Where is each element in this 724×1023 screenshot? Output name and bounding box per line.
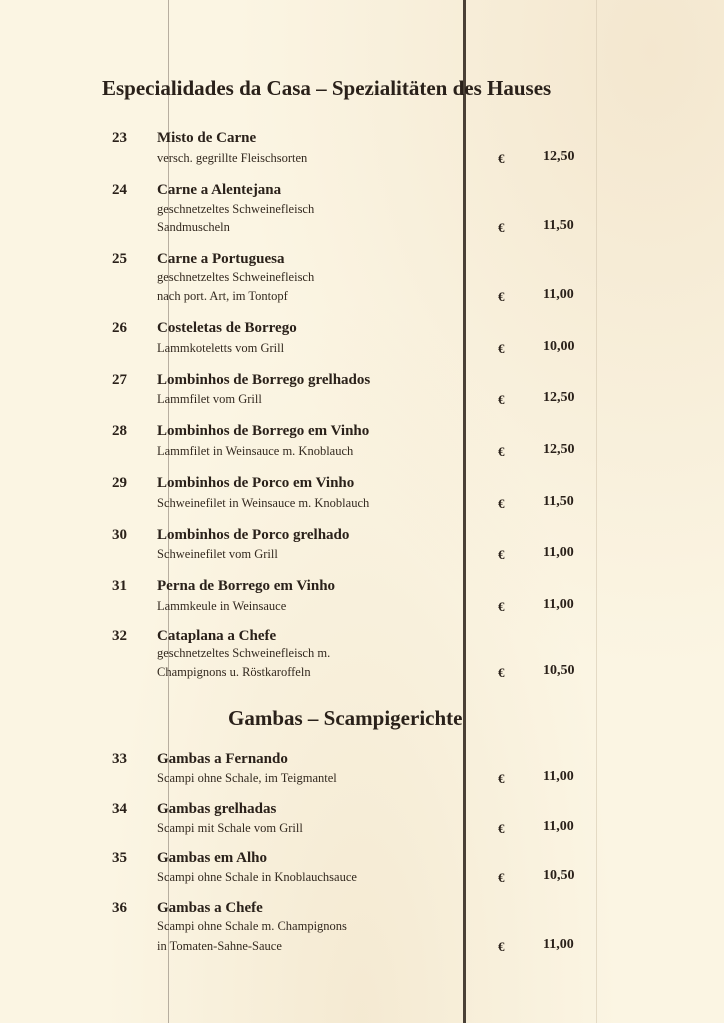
item-price: 10,50 bbox=[543, 663, 575, 678]
item-description: geschnetzeltes Schweinefleisch bbox=[157, 270, 315, 284]
item-name: Misto de Carne bbox=[157, 130, 257, 146]
item-name: Gambas grelhadas bbox=[157, 801, 277, 817]
item-name: Carne a Portuguesa bbox=[157, 251, 285, 267]
fold-line-right bbox=[596, 0, 597, 1023]
item-description: Lammfilet vom Grill bbox=[157, 392, 262, 406]
item-price: 11,50 bbox=[543, 218, 574, 233]
item-name: Gambas a Chefe bbox=[157, 900, 263, 916]
currency-symbol: € bbox=[498, 496, 505, 511]
item-name: Cataplana a Chefe bbox=[157, 628, 277, 644]
item-description: Scampi mit Schale vom Grill bbox=[157, 821, 303, 835]
item-price: 10,50 bbox=[543, 868, 575, 883]
item-name: Gambas a Fernando bbox=[157, 751, 288, 767]
item-price: 11,00 bbox=[543, 545, 574, 560]
currency-symbol: € bbox=[498, 939, 505, 954]
currency-symbol: € bbox=[498, 151, 505, 166]
item-name: Perna de Borrego em Vinho bbox=[157, 578, 336, 594]
item-price: 11,00 bbox=[543, 937, 574, 952]
item-description: Lammkoteletts vom Grill bbox=[157, 341, 285, 355]
item-price: 11,00 bbox=[543, 769, 574, 784]
item-number: 35 bbox=[112, 850, 127, 866]
item-description: Schweinefilet vom Grill bbox=[157, 547, 278, 561]
item-number: 27 bbox=[112, 372, 127, 388]
item-number: 34 bbox=[112, 801, 127, 817]
item-description: nach port. Art, im Tontopf bbox=[157, 289, 288, 303]
item-description: Scampi ohne Schale in Knoblauchsauce bbox=[157, 870, 357, 884]
fold-line-center bbox=[463, 0, 466, 1023]
item-name: Costeletas de Borrego bbox=[157, 320, 297, 336]
item-description: Sandmuscheln bbox=[157, 220, 230, 234]
item-description: Schweinefilet in Weinsauce m. Knoblauch bbox=[157, 496, 370, 510]
currency-symbol: € bbox=[498, 771, 505, 786]
item-number: 24 bbox=[112, 182, 127, 198]
item-price: 10,00 bbox=[543, 339, 575, 354]
item-number: 25 bbox=[112, 251, 127, 267]
item-price: 11,00 bbox=[543, 819, 574, 834]
item-name: Lombinhos de Borrego grelhados bbox=[157, 372, 371, 388]
currency-symbol: € bbox=[498, 547, 505, 562]
currency-symbol: € bbox=[498, 341, 505, 356]
item-number: 28 bbox=[112, 423, 127, 439]
item-price: 11,50 bbox=[543, 494, 574, 509]
item-number: 23 bbox=[112, 130, 127, 146]
item-number: 30 bbox=[112, 527, 127, 543]
item-name: Lombinhos de Porco em Vinho bbox=[157, 475, 355, 491]
item-price: 12,50 bbox=[543, 390, 575, 405]
item-description: Scampi ohne Schale, im Teigmantel bbox=[157, 771, 337, 785]
currency-symbol: € bbox=[498, 444, 505, 459]
section-heading-gambas: Gambas – Scampigerichte bbox=[228, 706, 463, 730]
item-name: Carne a Alentejana bbox=[157, 182, 282, 198]
item-number: 33 bbox=[112, 751, 127, 767]
item-price: 12,50 bbox=[543, 149, 575, 164]
currency-symbol: € bbox=[498, 220, 505, 235]
item-price: 11,00 bbox=[543, 597, 574, 612]
item-description: Lammfilet in Weinsauce m. Knoblauch bbox=[157, 444, 354, 458]
item-price: 12,50 bbox=[543, 442, 575, 457]
item-name: Gambas em Alho bbox=[157, 850, 268, 866]
currency-symbol: € bbox=[498, 599, 505, 614]
item-description: in Tomaten-Sahne-Sauce bbox=[157, 939, 282, 953]
item-number: 32 bbox=[112, 628, 127, 644]
item-number: 29 bbox=[112, 475, 127, 491]
item-description: Champignons u. Röstkaroffeln bbox=[157, 665, 311, 679]
currency-symbol: € bbox=[498, 392, 505, 407]
item-number: 31 bbox=[112, 578, 127, 594]
item-description: versch. gegrillte Fleischsorten bbox=[157, 151, 308, 165]
item-description: geschnetzeltes Schweinefleisch bbox=[157, 202, 315, 216]
item-description: geschnetzeltes Schweinefleisch m. bbox=[157, 646, 331, 660]
currency-symbol: € bbox=[498, 289, 505, 304]
currency-symbol: € bbox=[498, 821, 505, 836]
section-heading-specialties: Especialidades da Casa – Spezialitäten des Hauses bbox=[102, 76, 552, 100]
item-name: Lombinhos de Porco grelhado bbox=[157, 527, 350, 543]
item-price: 11,00 bbox=[543, 287, 574, 302]
item-name: Lombinhos de Borrego em Vinho bbox=[157, 423, 370, 439]
currency-symbol: € bbox=[498, 870, 505, 885]
currency-symbol: € bbox=[498, 665, 505, 680]
item-number: 26 bbox=[112, 320, 127, 336]
item-description: Scampi ohne Schale m. Champignons bbox=[157, 919, 347, 933]
item-description: Lammkeule in Weinsauce bbox=[157, 599, 287, 613]
item-number: 36 bbox=[112, 900, 127, 916]
